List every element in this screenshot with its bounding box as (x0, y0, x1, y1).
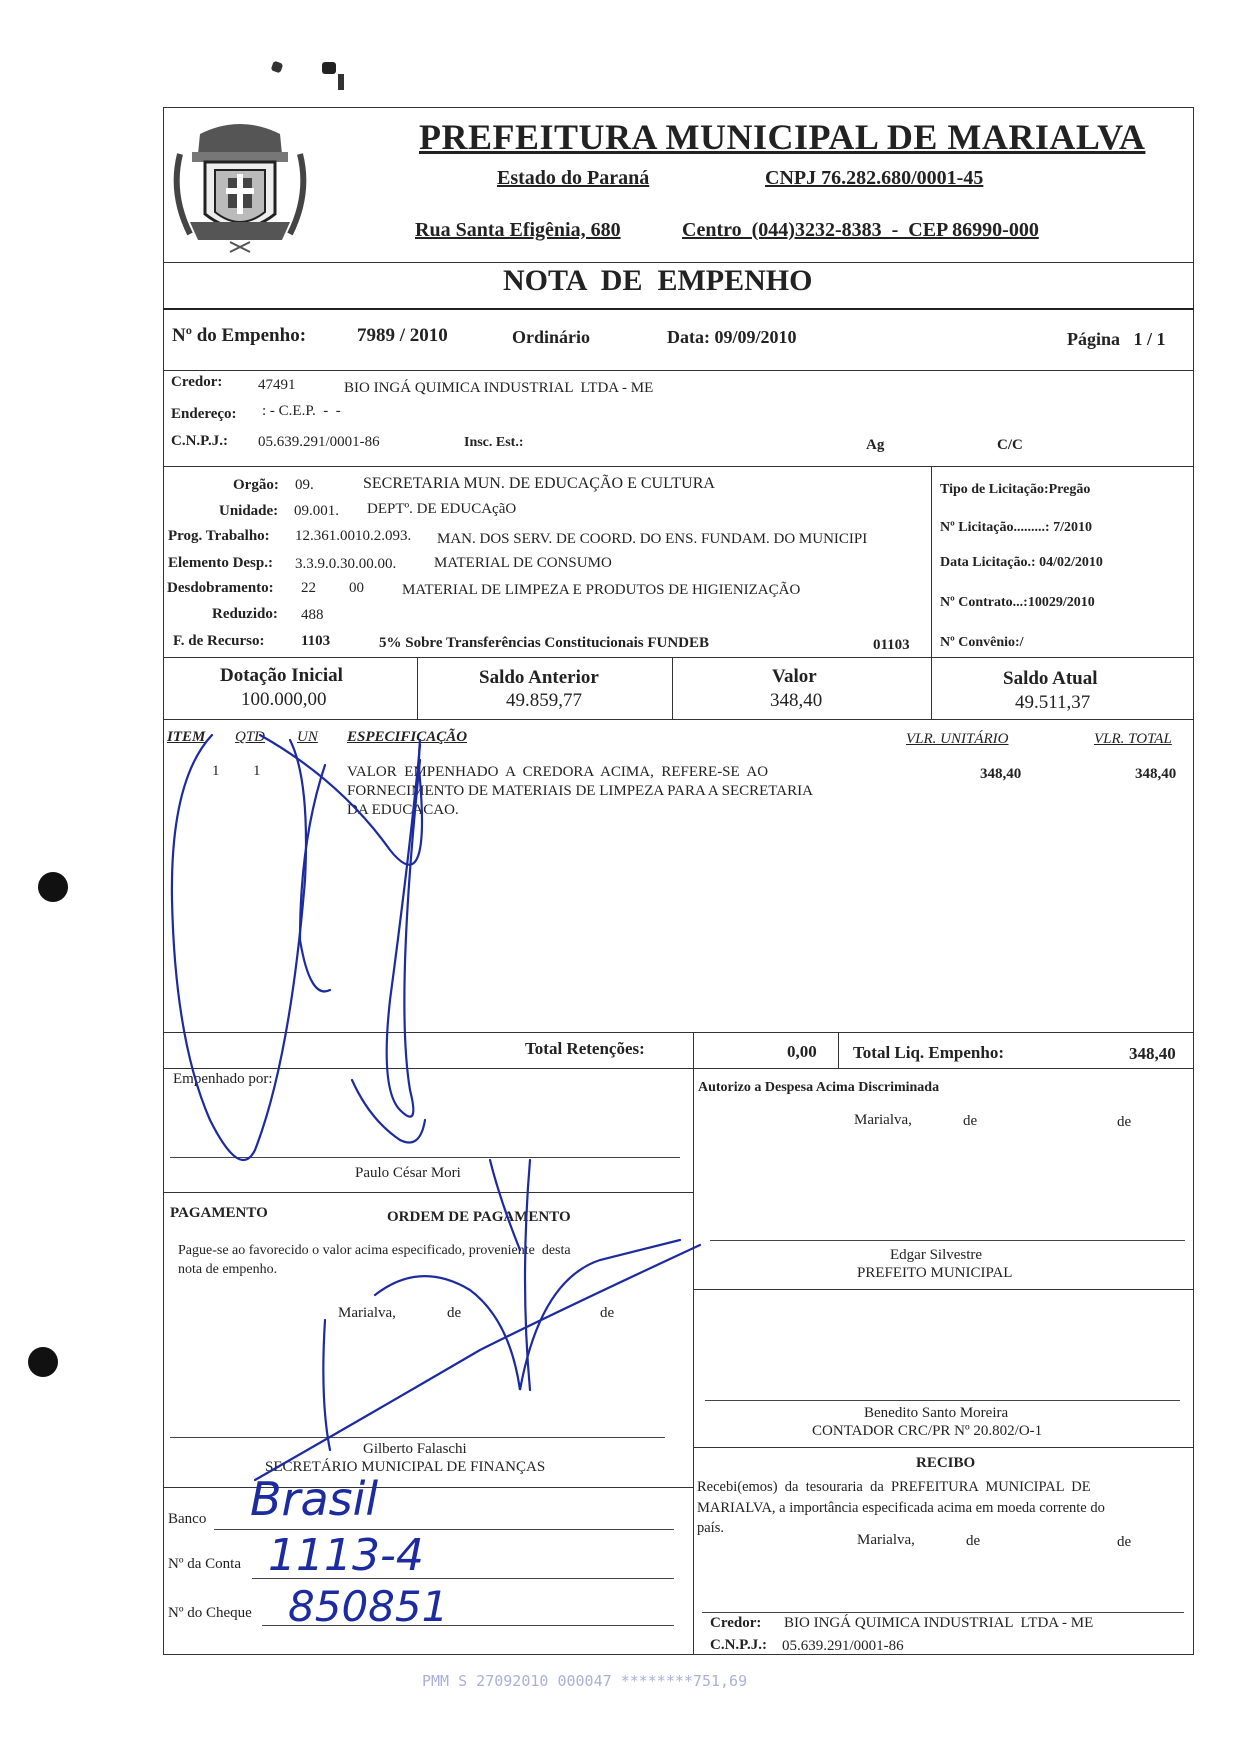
autorizo-city: Marialva, (854, 1112, 912, 1128)
credor-code: 47491 (258, 377, 296, 393)
col-total-value: VLR. TOTAL (1094, 731, 1172, 747)
state-name: Estado do Paraná (497, 167, 650, 189)
row-item: 1 (212, 763, 220, 779)
cheque-handwritten: 850851 (288, 1582, 449, 1631)
recibo-de2: de (1117, 1534, 1132, 1550)
empenhado-label: Empenhado por: (173, 1071, 273, 1087)
retencoes-value: 0,00 (787, 1042, 817, 1061)
conta-handwritten: 1113-4 (268, 1530, 424, 1581)
binder-hole (28, 1347, 58, 1377)
unidade-code: 09.001. (294, 503, 339, 519)
payment-stamp: PMM S 27092010 000047 ********751,69 (422, 1672, 748, 1690)
retencoes-label: Total Retenções: (525, 1039, 645, 1058)
contador-role: CONTADOR CRC/PR Nº 20.802/O-1 (812, 1423, 1043, 1439)
document-title: NOTA DE EMPENHO (503, 264, 813, 297)
pagamento-de1: de (447, 1305, 462, 1321)
valor-value: 348,40 (770, 690, 823, 711)
row-qtd: 1 (253, 763, 261, 779)
recibo-cnpj-label: C.N.P.J.: (710, 1637, 767, 1653)
fonte-label: F. de Recurso: (173, 633, 265, 649)
saldo-atual-label: Saldo Atual (1003, 668, 1098, 689)
empenhado-signer: Paulo César Mori (355, 1165, 461, 1181)
col-un: UN (297, 729, 318, 745)
prefeito-role: PREFEITO MUNICIPAL (857, 1265, 1013, 1281)
unidade-desc: DEPTº. DE EDUCAçãO (367, 501, 517, 517)
empenho-label: Nº do Empenho: (172, 325, 307, 346)
prog-code: 12.361.0010.2.093. (295, 528, 412, 544)
cheque-label: Nº do Cheque (168, 1605, 252, 1621)
empenho-number: 7989 / 2010 (357, 325, 448, 346)
recibo-city: Marialva, (857, 1532, 915, 1548)
saldo-atual-value: 49.511,37 (1015, 692, 1091, 713)
autorizo-de2: de (1117, 1114, 1132, 1130)
banco-handwritten: Brasil (250, 1472, 379, 1526)
liq-empenho-label: Total Liq. Empenho: (853, 1043, 1004, 1062)
insc-label: Insc. Est.: (464, 435, 524, 450)
orgao-desc: SECRETARIA MUN. DE EDUCAÇÃO E CULTURA (363, 475, 715, 492)
cc-label: C/C (997, 437, 1023, 453)
prefeito-name: Edgar Silvestre (890, 1247, 983, 1263)
municipality-title: PREFEITURA MUNICIPAL DE MARIALVA (419, 117, 1146, 157)
credor-label: Credor: (171, 374, 223, 390)
elemento-desc: MATERIAL DE CONSUMO (434, 555, 612, 571)
fonte-code: 1103 (301, 633, 331, 649)
fonte-desc: 5% Sobre Transferências Constitucionais FUNDEB (379, 635, 710, 651)
row-desc-line1: VALOR EMPENHADO A CREDORA ACIMA, REFERE-SE AO (347, 764, 769, 780)
row-desc-line2: FORNECIMENTO DE MATERIAIS DE LIMPEZA PARA A SECRETARIA (347, 783, 813, 799)
row-desc-line3: DA EDUCACAO. (347, 802, 459, 818)
row-total-value: 348,40 (1135, 766, 1177, 782)
recibo-text3: país. (697, 1520, 724, 1536)
autorizo-title: Autorizo a Despesa Acima Discriminada (698, 1080, 940, 1095)
ag-label: Ag (866, 437, 885, 453)
desdobramento-desc: MATERIAL DE LIMPEZA E PRODUTOS DE HIGIENIZAÇÃO (402, 582, 801, 598)
header-street: Rua Santa Efigênia, 680 (415, 219, 621, 241)
numero-convenio: Nº Convênio:/ (940, 635, 1024, 650)
row-unit-value: 348,40 (980, 766, 1022, 782)
desdobramento-label: Desdobramento: (167, 580, 274, 596)
cnpj-value: 05.639.291/0001-86 (258, 434, 380, 450)
valor-label: Valor (772, 666, 817, 687)
recibo-cnpj-value: 05.639.291/0001-86 (782, 1638, 904, 1654)
numero-contrato: Nº Contrato...:10029/2010 (940, 595, 1095, 610)
recibo-title: RECIBO (916, 1455, 976, 1471)
recibo-de1: de (966, 1533, 981, 1549)
banco-label: Banco (168, 1511, 207, 1527)
saldo-anterior-value: 49.859,77 (506, 690, 582, 711)
data-licitacao: Data Licitação.: 04/02/2010 (940, 555, 1103, 570)
recibo-credor-label: Credor: (710, 1615, 762, 1631)
reduzido-value: 488 (301, 607, 324, 623)
elemento-label: Elemento Desp.: (168, 555, 273, 571)
autorizo-de1: de (963, 1113, 978, 1129)
recibo-text2: MARIALVA, a importância especificada acima em moeda corrente do (697, 1500, 1105, 1516)
scan-smudge (271, 61, 284, 74)
ordem-pagamento-title: ORDEM DE PAGAMENTO (387, 1209, 571, 1225)
col-especificacao: ESPECIFICAÇÃO (347, 729, 468, 745)
header-cnpj: CNPJ 76.282.680/0001-45 (765, 167, 984, 189)
empenho-type: Ordinário (512, 327, 591, 347)
endereco-label: Endereço: (171, 406, 237, 422)
pagamento-text2: nota de empenho. (178, 1262, 278, 1277)
pagamento-label: PAGAMENTO (170, 1205, 268, 1221)
credor-name: BIO INGÁ QUIMICA INDUSTRIAL LTDA - ME (344, 380, 654, 396)
secretario-role: SECRETÁRIO MUNICIPAL DE FINANÇAS (265, 1459, 546, 1475)
contador-name: Benedito Santo Moreira (864, 1405, 1009, 1421)
header-address: Centro (044)3232-8383 - CEP 86990-000 (682, 219, 1039, 241)
pagamento-text1: Pague-se ao favorecido o valor acima especificado, proveniente desta (178, 1243, 571, 1258)
binder-hole (38, 872, 68, 902)
scan-smudge (338, 74, 344, 90)
tipo-licitacao: Tipo de Licitação:Pregão (940, 482, 1091, 497)
elemento-code: 3.3.9.0.30.00.00. (295, 556, 397, 572)
saldo-anterior-label: Saldo Anterior (479, 667, 599, 688)
orgao-label: Orgão: (233, 477, 279, 493)
col-qtd: QTD (235, 729, 266, 745)
page-number: Página 1 / 1 (1067, 329, 1166, 349)
secretario-name: Gilberto Falaschi (363, 1441, 467, 1457)
pagamento-de2: de (600, 1305, 615, 1321)
col-item: ITEM (167, 729, 206, 745)
coat-of-arms-logo (170, 114, 310, 254)
recibo-text1: Recebi(emos) da tesouraria da PREFEITURA MUNICIPAL DE (697, 1479, 1091, 1495)
col-unit-value: VLR. UNITÁRIO (906, 731, 1009, 747)
empenho-date: Data: 09/09/2010 (667, 327, 797, 347)
prog-desc: MAN. DOS SERV. DE COORD. DO ENS. FUNDAM. DO MUNICIPI (437, 531, 868, 547)
desdobramento-code1: 22 (301, 580, 316, 596)
numero-licitacao: Nº Licitação.........: 7/2010 (940, 520, 1092, 535)
pagamento-city: Marialva, (338, 1305, 396, 1321)
dotacao-label: Dotação Inicial (220, 665, 343, 686)
orgao-code: 09. (295, 477, 314, 493)
liq-empenho-value: 348,40 (1129, 1044, 1176, 1063)
endereco-value: : - C.E.P. - - (262, 403, 341, 419)
fonte-number: 01103 (873, 637, 910, 653)
recibo-credor-value: BIO INGÁ QUIMICA INDUSTRIAL LTDA - ME (784, 1615, 1094, 1631)
unidade-label: Unidade: (219, 503, 279, 519)
reduzido-label: Reduzido: (212, 606, 278, 622)
scan-smudge (322, 62, 336, 74)
desdobramento-code2: 00 (349, 580, 364, 596)
prog-label: Prog. Trabalho: (168, 528, 270, 544)
cnpj-label: C.N.P.J.: (171, 433, 228, 449)
conta-label: Nº da Conta (168, 1556, 241, 1572)
dotacao-value: 100.000,00 (241, 689, 327, 710)
